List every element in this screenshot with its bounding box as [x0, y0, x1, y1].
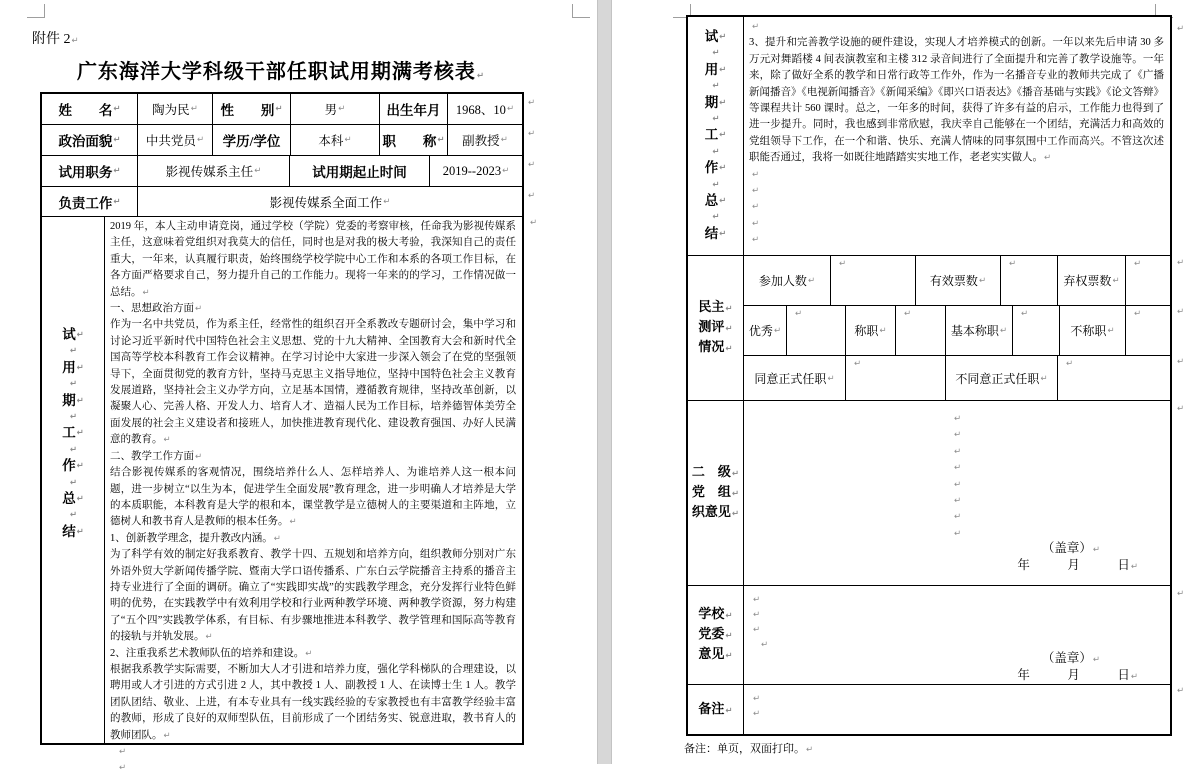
paragraph-mark: ↵ [1177, 258, 1185, 268]
remark-label-cell: 备注↵ [688, 685, 744, 734]
vote-count-row [744, 256, 1170, 305]
document-title: 广东海洋大学科级干部任职试用期满考核表↵ [76, 61, 486, 83]
degree-value-cell[interactable]: 本科 ↵ [290, 125, 379, 155]
duty-value-cell[interactable]: 影视传媒系全面工作 ↵ [137, 187, 522, 216]
agree-label-cell: 同意正式任职 ↵ [754, 372, 835, 386]
agree-value-cell[interactable]: ↵ [845, 356, 945, 401]
summary-label-cell [42, 217, 104, 743]
name-value-cell[interactable]: 陶为民 ↵ [137, 94, 212, 124]
name-label-cell: 姓 名 ↵ [58, 103, 121, 118]
summary-text-page1[interactable]: 2019 年，本人主动申请竞岗，通过学校（学院）党委的考察审核，任命我为影视传媒系主任，这意味着党组织对我莫大的信任，同时也是对我的极大考验，我深知自己的责任重大，一年来，认真履行职责，始终围绕学校学院中心工作和本系的各项工作目标，在各方面严格要求自己，努力提升自己的工作能力。现将一年来的的学习，工作情况做一总结。↵ 一、思想政治方面↵ 作为一名中共党员，作为系主任，经常性的组织召开全系教改专题研讨会，集中学习和讨论习近平新时代中国特色社会主义思想、党的十九大精神、全国教育大会和新时代全国高等学校本科教育工作会议精神。在学习讨论中大家进一步深入领会了在党的坚强领导下，全面贯彻党的教育方针，坚持马克思主义指导地位，坚持中国特色社会主义教育发展道路，坚持社会主义办学方向，立足基本国情，遵循教育规律，坚持改革创新，以凝聚人心、完善人格、开发人力、培育人才、造福人民为工作目标，培养德智体美劳全面发展的社会主义建设者和接班人，加快推进教育现代化、建设教育强国、办好人民满意的教育。↵ 二、教学工作方面↵ 结合影视传媒系的客观情况，围绕培养什么人、怎样培养人、为谁培养人这一根本问题，进一步树立“以生为本，促进学生全面发展”教育理念，进一步明确人才培养是大学的本质职能，本科教育是大学的根和本，课堂教学是立德树人的主要渠道和主阵地，立德树人和教书育人是教师的根本任务。↵ 1、创新教学理念，提升教改内涵。↵ 为了科学有效的制定好我系教育、教学十四、五规划和培养方向，组织教师分别对广东外语外贸大学新闻传播学院、暨南大学口语传播系、广东白云学院播音主持系的播音主持专业进行了全面的调研。确立了“实践即实战”的实践教学理念，充分发挥行业特色鲜明的优势，在实践教学中有效利用学校和行业两种教学环境、两种教学资源，努力构建了“五个四”实践教学体系，有目标、有步骤地推进本科教学、教学管理和国际高等教育的接轨与并轨发展。↵ 2、注重我系艺术教师队伍的培养和建设。↵ 根据我系教学实际需要，不断加大人才引进和培养力度，强化学科梯队的合理建设，以聘用或人才引进的方式引进 2 人，其中教授 1 人、副教授 1 人、在读博士生 1 人。教学团队团结、敬业、上进，有本专业具有一线实践经验的专家教授也有丰富教学经验丰富的教师，形成了良好的双师型队伍，目前形成了一个团结务实、锐意进取，教书育人的教师团队。↵ ↵ ↵ [110, 221, 516, 774]
incompetent-label-cell: 不称职 ↵ [1059, 306, 1125, 355]
paragraph-mark: ↵ [71, 36, 79, 46]
period-label-cell: 试用期起止时间 [289, 156, 429, 186]
table-row [42, 94, 522, 124]
remark-content[interactable]: ↵ ↵ [753, 694, 761, 719]
paragraph-mark: ↵ [530, 218, 538, 228]
paragraph-mark: ↵ [1177, 24, 1185, 34]
paragraph-mark: ↵ [528, 98, 536, 108]
basic-value-cell[interactable]: ↵ [1012, 306, 1059, 355]
party-org-section [688, 400, 1170, 585]
vertical-label-probation-summary: 试 ↵ ↵ 用 ↵ ↵ 期 ↵ ↵ 工 ↵ ↵ 作 ↵ ↵ 总 ↵ ↵ 结 ↵ [704, 29, 727, 241]
attachment-label: 附件 2↵ [32, 32, 79, 47]
competent-value-cell[interactable]: ↵ [895, 306, 945, 355]
paragraph-mark: ↵ [1177, 357, 1185, 367]
abstain-value-cell[interactable]: ↵ [1125, 256, 1170, 305]
birth-value-cell[interactable]: 1968、10 ↵ [447, 94, 522, 124]
basic-label-cell: 基本称职 ↵ [945, 306, 1012, 355]
period-value-cell[interactable]: 2019--2023 ↵ [429, 156, 522, 186]
disagree-label-cell: 不同意正式任职 ↵ [945, 356, 1057, 401]
summary-continued-section [688, 17, 1170, 255]
valid-label-cell: 有效票数 ↵ [915, 256, 1000, 305]
table-row [42, 155, 522, 186]
crop-mark-icon [572, 4, 590, 18]
table-row [42, 124, 522, 155]
birth-label-cell: 出生年月 [379, 94, 447, 124]
attend-label-cell: 参加人数 ↵ [758, 274, 816, 288]
summary-row [42, 216, 522, 774]
party-org-seal: （盖章）↵ [1041, 541, 1100, 556]
evaluation-label-cell: 民主↵ 测评↵ 情况↵ [688, 256, 744, 400]
paragraph-mark: ↵ [1177, 686, 1185, 696]
party-org-date: 年 月 日↵ [1017, 558, 1138, 573]
paragraph-mark: ↵ [528, 129, 536, 139]
incompetent-value-cell[interactable]: ↵ [1125, 306, 1170, 355]
assessment-table-page2 [686, 15, 1172, 736]
committee-date: 年 月 日↵ [1017, 668, 1138, 682]
competent-label-cell: 称职 ↵ [845, 306, 895, 355]
abstain-label-cell: 弃权票数 ↵ [1057, 256, 1125, 305]
rating-row [744, 305, 1170, 355]
committee-label-cell: 学校↵ 党委↵ 意见↵ [688, 586, 744, 684]
attend-value-cell[interactable]: ↵ [830, 256, 915, 305]
remark-section [688, 684, 1170, 734]
party-org-label-cell: 二 级↵ 党 组↵ 织意见↵ [688, 401, 744, 585]
committee-content[interactable]: ↵ ↵ ↵ ↵ （盖章）↵ 年 月 日↵ [744, 586, 1170, 684]
excellent-label-cell: 优秀 ↵ [748, 324, 782, 338]
degree-label-cell: 学历/学位 [212, 125, 290, 155]
appointment-row [744, 355, 1170, 401]
paragraph-mark: ↵ [476, 71, 486, 81]
summary-label-cell [688, 17, 744, 255]
evaluation-grid [744, 256, 1170, 400]
paragraph-mark: ↵ [528, 191, 536, 201]
political-value-cell[interactable]: 中共党员 ↵ [137, 125, 212, 155]
valid-value-cell[interactable]: ↵ [1000, 256, 1057, 305]
page-gap-divider [597, 0, 612, 764]
paragraph-mark: ↵ [1177, 404, 1185, 414]
excellent-value-cell[interactable]: ↵ [786, 306, 845, 355]
vertical-label-probation-summary: 试 ↵ ↵ 用 ↵ ↵ 期 ↵ ↵ 工 ↵ ↵ 作 ↵ ↵ 总 ↵ ↵ 结 ↵ [62, 327, 84, 539]
rank-value-cell[interactable]: 副教授 ↵ [447, 125, 522, 155]
party-org-content[interactable]: ↵ ↵ ↵ ↵ ↵ ↵ ↵ ↵ （盖章）↵ 年 月 日↵ [744, 401, 1170, 585]
evaluation-section [688, 255, 1170, 400]
committee-section [688, 585, 1170, 684]
gender-label-cell: 性 别 ↵ [212, 94, 290, 124]
paragraph-mark: ↵ [1177, 307, 1185, 317]
summary-text-cell[interactable]: ↵ 3、提升和完善教学设施的硬件建设，实现人才培养模式的创新。一年以来先后申请 30 多万元对舞蹈楼 4 间表演教室和主楼 312 录音间进行了全面提升和完善了教学设施等。一年来，除了做好全系的教学和日常行政等工作外，作为一名播音专业的教师共完成了《广播新闻播音》《电视新闻播音》《新闻采编》《即兴口语表达》《播音基础与实践》《论文答辩》等课程共计 560 课时。总之，一年多的时间，获得了许多有益的启示，工作能力也得到了进一步提升。同时，我也感到非常欣慰，我庆幸自己能够在一个团结，充满活力和高效的党组领导下工作，在一个和谐、快乐、充满人情味的同事氛围中工作而高兴。不管这次述职能否通过，我将一如既往地踏踏实实地工作，老老实实做人。↵ ↵ ↵ ↵ ↵ ↵ [749, 22, 1164, 246]
duty-label-cell: 负责工作 ↵ [58, 195, 121, 211]
crop-mark-icon [27, 4, 45, 18]
position-value-cell[interactable]: 影视传媒系主任 ↵ [137, 156, 289, 186]
paragraph-mark: ↵ [528, 160, 536, 170]
info-table [40, 92, 524, 774]
gender-value-cell[interactable]: 男 ↵ [290, 94, 379, 124]
political-label-cell: 政治面貌 ↵ [58, 134, 121, 149]
paragraph-mark: ↵ [1177, 589, 1185, 599]
position-label-cell: 试用职务 ↵ [58, 165, 121, 180]
print-instruction-note: 备注：单页，双面打印。↵ [684, 743, 814, 755]
table-row [42, 186, 522, 216]
rank-label-cell: 职 称 ↵ [379, 125, 447, 155]
summary-text-cell[interactable] [104, 217, 522, 774]
committee-seal: （盖章）↵ [1041, 651, 1100, 665]
disagree-value-cell[interactable]: ↵ [1057, 356, 1170, 401]
